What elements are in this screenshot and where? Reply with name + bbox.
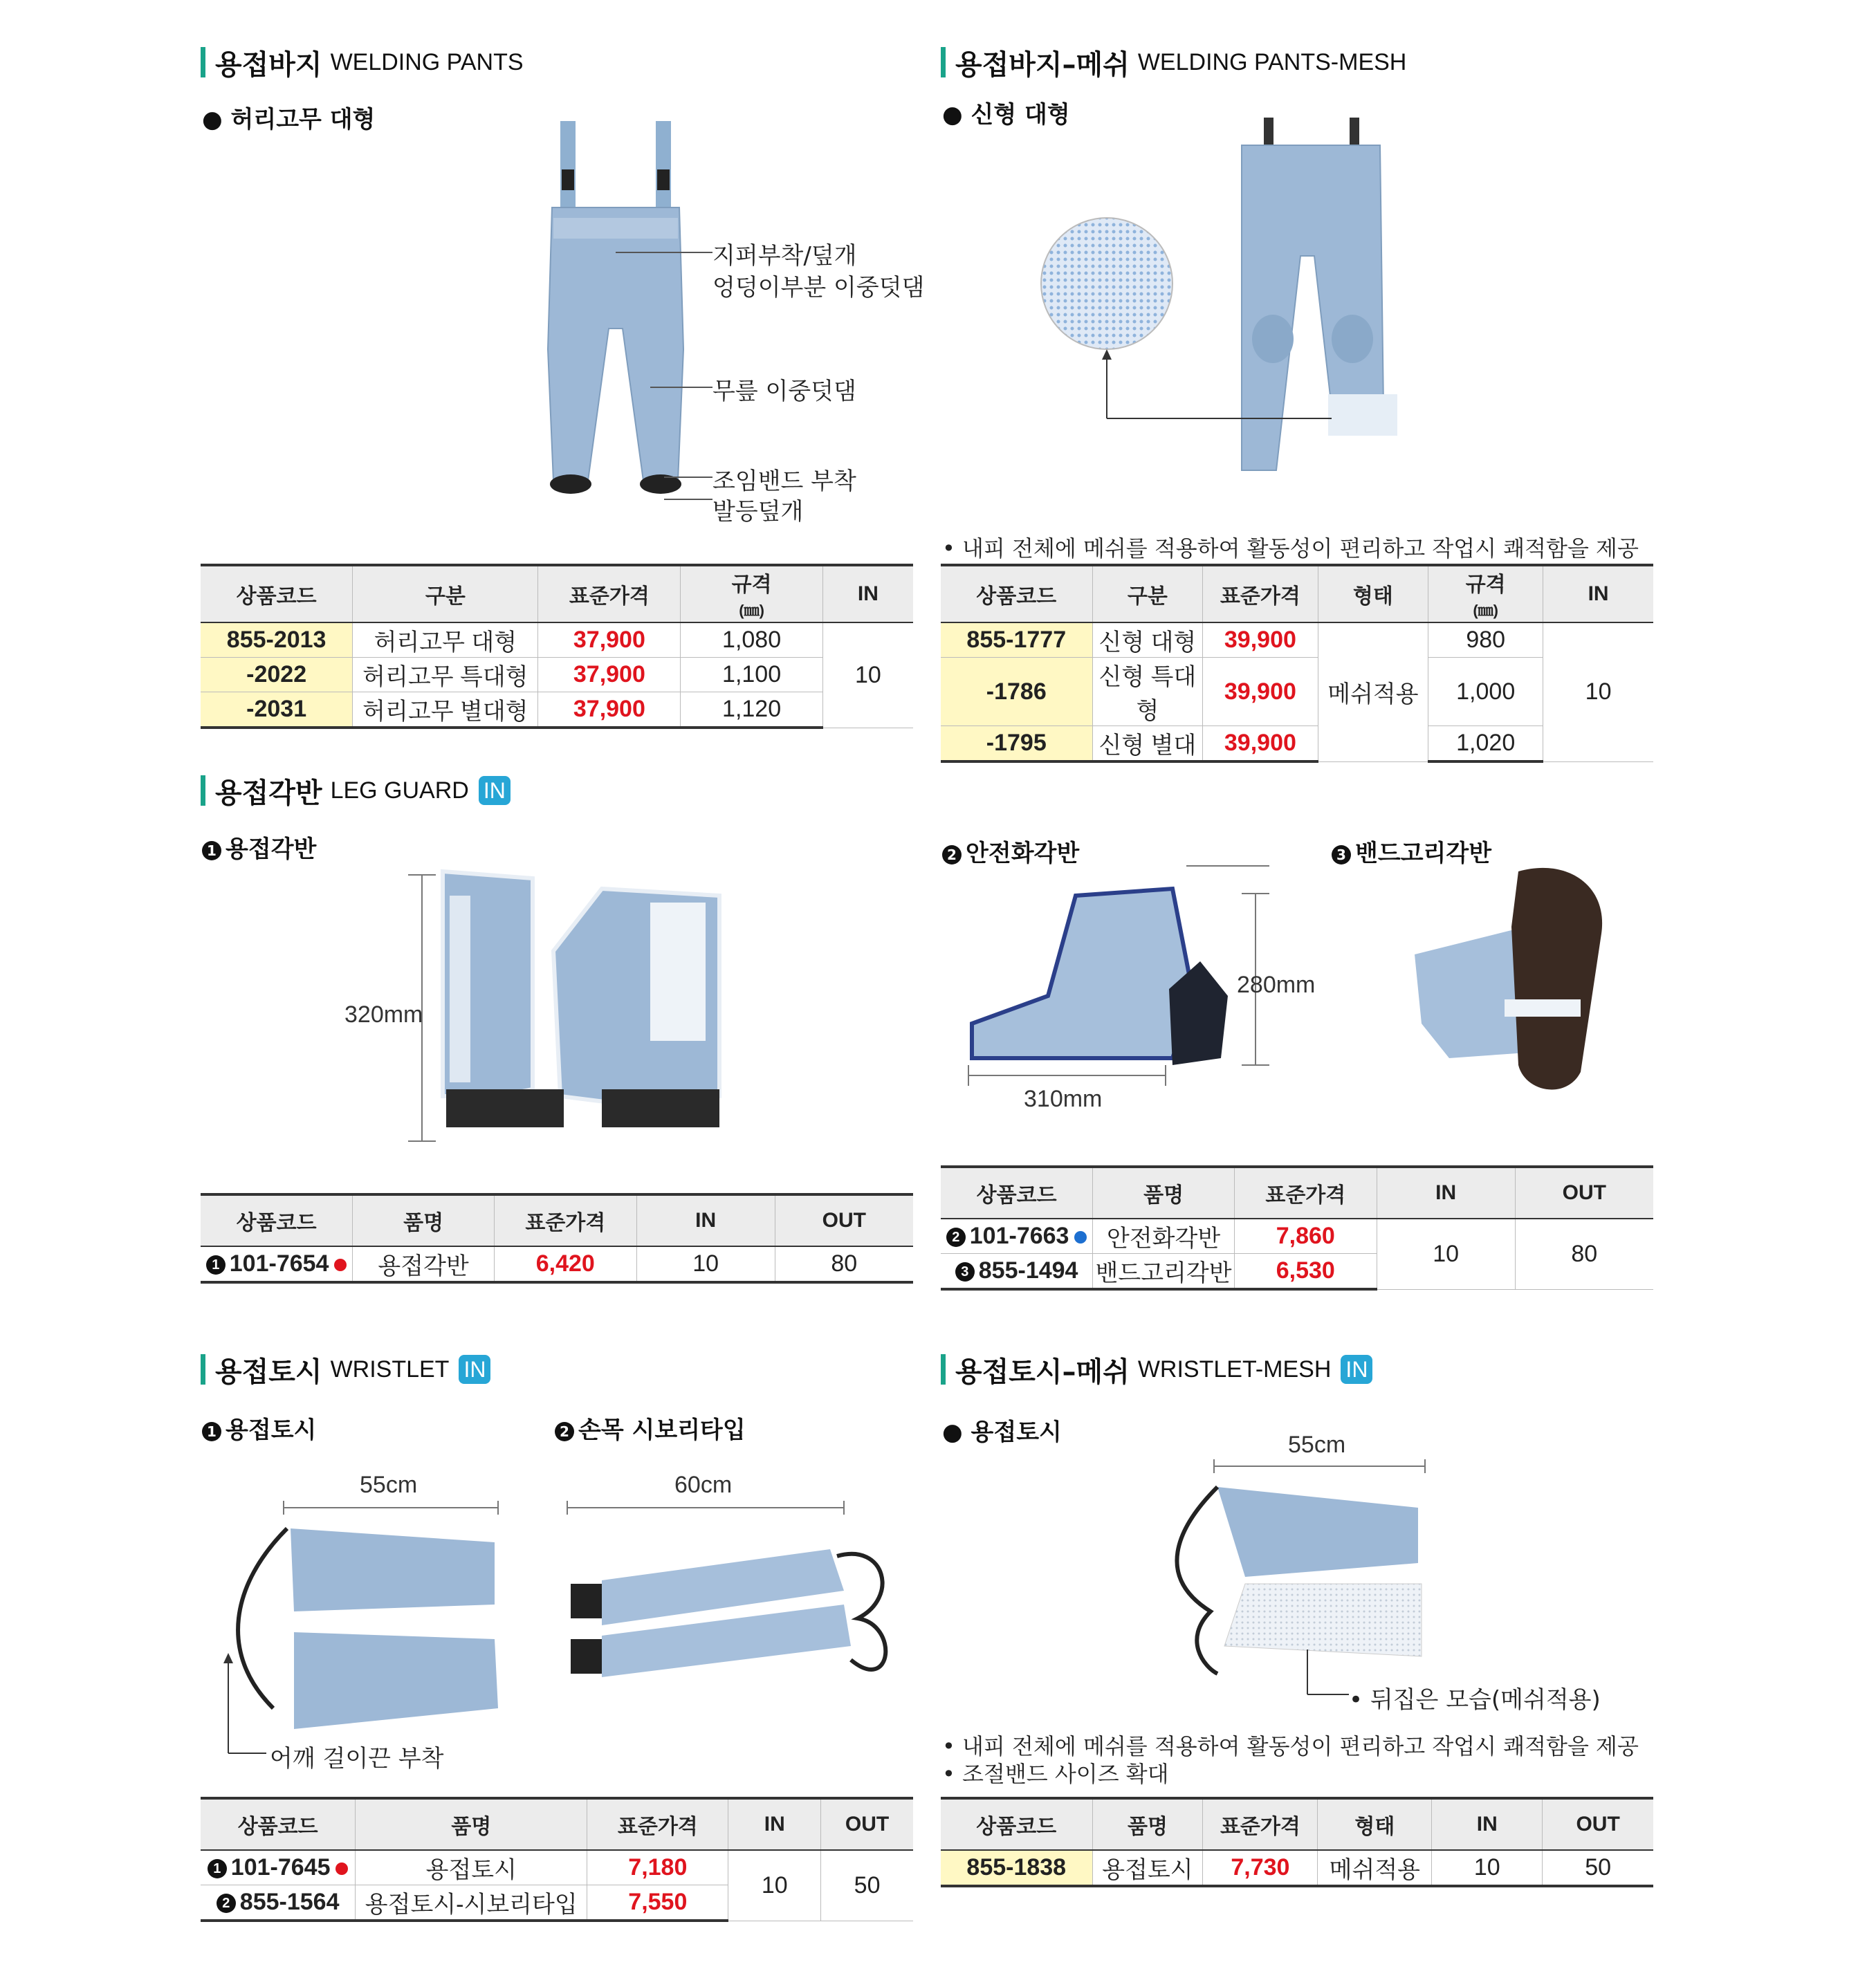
red-dot-icon <box>334 1259 347 1271</box>
wristlet-table <box>201 1797 913 1922</box>
title-en: WELDING PANTS-MESH <box>1137 48 1407 75</box>
th-code: 상품코드 <box>941 1798 1092 1850</box>
title-ko: 용접토시–메쉬 <box>955 1356 1130 1388</box>
title-ko: 용접바지 <box>215 48 322 81</box>
welding-pants-table <box>201 564 913 729</box>
th-size: 규격 (㎜) <box>681 565 823 622</box>
in-badge: IN <box>459 1355 490 1384</box>
title-bar <box>941 1354 946 1385</box>
callout-hip: 엉덩이부분 이중덧댐 <box>712 274 925 302</box>
title-bar <box>201 47 205 77</box>
th-form: 형태 <box>1318 565 1428 622</box>
th-out: OUT <box>1515 1167 1653 1219</box>
th-name: 품명 <box>353 1194 495 1246</box>
th-code: 상품코드 <box>201 1798 356 1850</box>
name: 안전화각반 <box>1093 1219 1235 1254</box>
th-size: 규격 (㎜) <box>1428 565 1543 622</box>
title-en: WRISTLET <box>330 1356 450 1383</box>
code: 2 855-1564 <box>201 1885 356 1921</box>
code: 855-1777 <box>941 622 1092 658</box>
th-out: OUT <box>821 1798 913 1850</box>
size: 1,000 <box>1428 658 1543 726</box>
code: 3 855-1494 <box>941 1254 1093 1290</box>
code: 855-2013 <box>201 622 353 658</box>
dim-wristlet: 55cm <box>360 1472 418 1498</box>
dim-height: 280mm <box>1237 972 1316 998</box>
name: 용접각반 <box>353 1246 495 1282</box>
callout-reversed: • 뒤집은 모습(메쉬적용) <box>1349 1686 1601 1714</box>
subtitle: ● 용접토시 <box>942 1418 1062 1446</box>
th-price: 표준가격 <box>1234 1167 1377 1219</box>
type: 허리고무 특대형 <box>353 658 538 692</box>
th-type: 구분 <box>353 565 538 622</box>
th-price: 표준가격 <box>494 1194 636 1246</box>
table-row <box>201 1850 913 1885</box>
type: 허리고무 대형 <box>353 622 538 658</box>
title-en: WELDING PANTS <box>330 48 524 75</box>
title-en: WRISTLET-MESH <box>1137 1356 1332 1383</box>
th-in: IN <box>1543 565 1653 622</box>
th-name: 품명 <box>1093 1167 1235 1219</box>
type: 신형 특대형 <box>1092 658 1203 726</box>
callout-band: 조임밴드 부착 <box>712 468 856 495</box>
th-in: IN <box>728 1798 821 1850</box>
blue-dot-icon <box>1074 1231 1087 1244</box>
table-row <box>941 622 1653 658</box>
title-en: LEG GUARD <box>330 777 469 804</box>
size: 1,020 <box>1428 726 1543 762</box>
name: 용접토시 <box>356 1850 587 1885</box>
table-row <box>201 692 913 728</box>
price: 37,900 <box>538 692 681 728</box>
code: 855-1838 <box>941 1850 1092 1886</box>
mesh-note: • 내피 전체에 메쉬를 적용하여 활동성이 편리하고 작업시 쾌적함을 제공 <box>942 535 1639 562</box>
th-price: 표준가격 <box>587 1798 728 1850</box>
item-wristlet-rib: 2 손목 시보리타입 <box>555 1411 746 1445</box>
code: -2022 <box>201 658 353 692</box>
wristlet-image <box>218 1501 515 1777</box>
th-price: 표준가격 <box>1203 1798 1318 1850</box>
th-in: IN <box>822 565 913 622</box>
out: 80 <box>775 1246 913 1282</box>
th-name: 품명 <box>1092 1798 1203 1850</box>
item-band-hook-guard: 3 밴드고리각반 <box>1332 834 1491 868</box>
price: 39,900 <box>1203 622 1318 658</box>
in: 10 <box>1377 1219 1515 1289</box>
title-ko: 용접토시 <box>215 1356 322 1388</box>
in: 10 <box>728 1850 821 1921</box>
th-in: IN <box>636 1194 775 1246</box>
price: 7,730 <box>1203 1850 1318 1886</box>
safety-shoe-guard-image <box>965 858 1276 1113</box>
th-in: IN <box>1432 1798 1543 1850</box>
table-row <box>941 1850 1653 1886</box>
dim-wristlet-mesh: 55cm <box>1288 1432 1346 1458</box>
table-row <box>201 658 913 692</box>
table-row <box>201 622 913 658</box>
welding-pants-mesh-table <box>941 564 1653 763</box>
form: 메쉬적용 <box>1318 622 1428 761</box>
price: 39,900 <box>1203 658 1318 726</box>
red-dot-icon <box>335 1863 348 1875</box>
section-title-welding-pants-mesh <box>941 45 1406 80</box>
in: 10 <box>1432 1850 1543 1886</box>
shoe-guard-table <box>941 1165 1653 1291</box>
size: 1,120 <box>681 692 823 728</box>
callout-zipper: 지퍼부착/덮개 <box>712 242 857 270</box>
th-name: 품명 <box>356 1798 587 1850</box>
code: 1 101-7645 <box>201 1850 356 1885</box>
wristlet-rib-image <box>567 1501 913 1708</box>
th-type: 구분 <box>1092 565 1203 622</box>
form: 메쉬적용 <box>1318 1850 1432 1886</box>
price: 7,550 <box>587 1885 728 1921</box>
title-bar <box>201 775 205 806</box>
out: 80 <box>1515 1219 1653 1289</box>
section-title-wristlet <box>201 1352 490 1387</box>
size: 1,080 <box>681 622 823 658</box>
in-badge: IN <box>1341 1355 1372 1384</box>
th-in: IN <box>1377 1167 1515 1219</box>
section-title-welding-pants <box>201 45 524 80</box>
dim-width: 310mm <box>1024 1086 1103 1112</box>
size: 1,100 <box>681 658 823 692</box>
leg-guard-image <box>394 868 726 1152</box>
item-wristlet: 1 용접토시 <box>202 1411 316 1445</box>
callout-instep: 발등덮개 <box>712 498 804 526</box>
dim-wristlet-rib: 60cm <box>674 1472 733 1498</box>
price: 7,860 <box>1234 1219 1377 1254</box>
title-ko: 용접바지–메쉬 <box>955 48 1130 81</box>
in: 10 <box>636 1246 775 1282</box>
welding-pants-mesh-image <box>1041 118 1428 477</box>
th-price: 표준가격 <box>538 565 681 622</box>
out: 50 <box>821 1850 913 1921</box>
out: 50 <box>1543 1850 1653 1886</box>
table-row <box>941 1219 1653 1254</box>
price: 37,900 <box>538 658 681 692</box>
table-row <box>201 1246 913 1282</box>
code: 2 101-7663 <box>941 1219 1093 1254</box>
price: 6,420 <box>494 1246 636 1282</box>
th-code: 상품코드 <box>201 1194 353 1246</box>
in: 10 <box>822 622 913 728</box>
th-price: 표준가격 <box>1203 565 1318 622</box>
size: 980 <box>1428 622 1543 658</box>
name: 용접토시-시보리타입 <box>356 1885 587 1921</box>
title-ko: 용접각반 <box>215 777 322 809</box>
dim-leg-guard: 320mm <box>344 1001 423 1028</box>
title-bar <box>941 47 946 77</box>
section-title-wristlet-mesh <box>941 1352 1372 1387</box>
subtitle: ● 신형 대형 <box>942 101 1070 129</box>
callout-knee: 무릎 이중덧댐 <box>712 378 856 405</box>
section-title-leg-guard <box>201 773 511 808</box>
code: -1795 <box>941 726 1092 762</box>
code: 1 101-7654 <box>201 1246 353 1282</box>
price: 39,900 <box>1203 726 1318 762</box>
callout-lines <box>609 242 719 519</box>
th-out: OUT <box>1543 1798 1653 1850</box>
title-bar <box>201 1354 205 1385</box>
band-hook-guard-image <box>1408 865 1608 1093</box>
th-code: 상품코드 <box>201 565 353 622</box>
th-form: 형태 <box>1318 1798 1432 1850</box>
type: 신형 별대 <box>1092 726 1203 762</box>
code: -2031 <box>201 692 353 728</box>
type: 허리고무 별대형 <box>353 692 538 728</box>
price: 37,900 <box>538 622 681 658</box>
in: 10 <box>1543 622 1653 761</box>
wristlet-mesh-image <box>1134 1459 1439 1715</box>
in-badge: IN <box>479 776 511 805</box>
name: 용접토시 <box>1092 1850 1203 1886</box>
price: 6,530 <box>1234 1254 1377 1290</box>
th-out: OUT <box>775 1194 913 1246</box>
th-code: 상품코드 <box>941 1167 1093 1219</box>
code: -1786 <box>941 658 1092 726</box>
item-leg-guard: 1 용접각반 <box>202 830 316 864</box>
mesh-note-2: • 조절밴드 사이즈 확대 <box>942 1761 1169 1787</box>
wristlet-mesh-table <box>941 1797 1653 1887</box>
mesh-note-1: • 내피 전체에 메쉬를 적용하여 활동성이 편리하고 작업시 쾌적함을 제공 <box>942 1733 1639 1759</box>
subtitle: ● 허리고무 대형 <box>202 106 376 133</box>
name: 밴드고리각반 <box>1093 1254 1235 1290</box>
leg-guard-table <box>201 1193 913 1284</box>
th-code: 상품코드 <box>941 565 1092 622</box>
item-safety-shoe-guard: 2 안전화각반 <box>942 834 1079 868</box>
price: 7,180 <box>587 1850 728 1885</box>
type: 신형 대형 <box>1092 622 1203 658</box>
callout-shoulder-strap: 어깨 걸이끈 부착 <box>270 1745 444 1773</box>
